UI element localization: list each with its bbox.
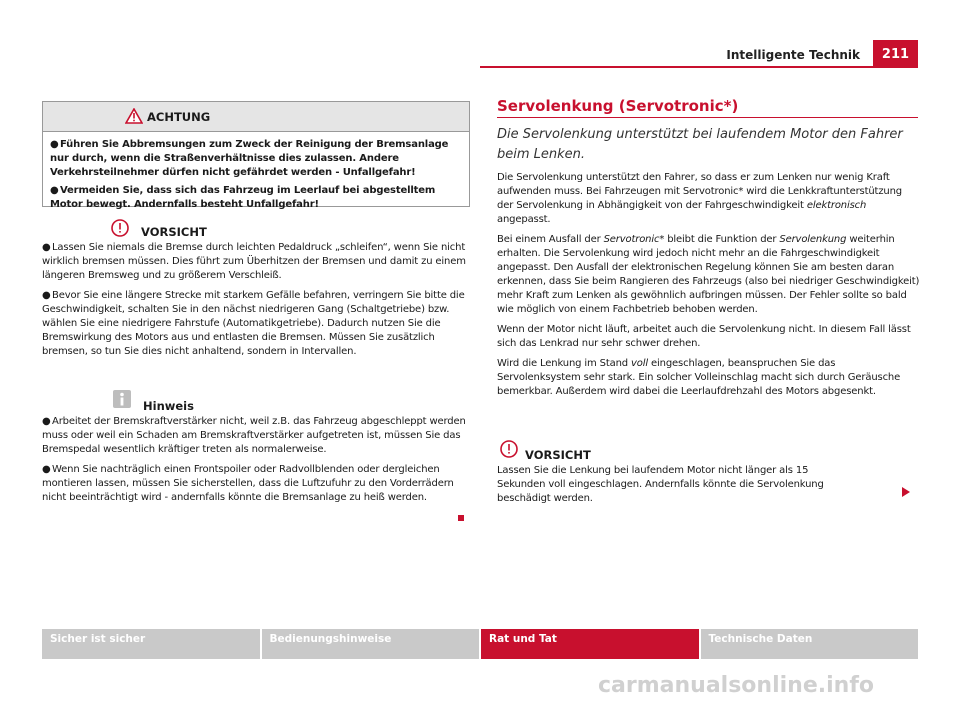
watermark: carmanualsonline.info bbox=[598, 673, 874, 698]
chapter-tab[interactable]: Technische Daten bbox=[701, 629, 919, 659]
section-end-mark bbox=[458, 515, 464, 521]
note-icon bbox=[112, 389, 132, 409]
paragraph: Bei einem Ausfall der Servotronic* bleibt die Funktion der Servolenkung weiterhin erhalten. Die Servolenkung wird jedoch nicht mehr an die Fahrgeschwindigkeit angepasst. Den Ausfall der elektronischen Regelung können Sie am besten daran erkennen, dass Sie beim Rangieren des Fahrzeugs (also bei niedriger Geschwindigkeit) mehr Kraft zum Lenken als gewöhnlich aufbringen müssen. Der Fehler sollte so bald wie möglich von einem Fachbetrieb behoben werden. bbox=[497, 234, 920, 315]
caution-item: ●Bevor Sie eine längere Strecke mit starkem Gefälle befahren, verringern Sie bitte die Geschwindigkeit, schalten Sie in den nächst niedrigeren Gang (Schaltgetriebe) bzw. wählen Sie eine niedrigere Fahrstufe (Automatikgetriebe). Dadurch nutzen Sie die Bremswirkung des Motors aus und entlasten die Bremsen. Müssen Sie zusätzlich bremsen, so tun Sie dies nicht anhaltend, sondern in Intervallen. bbox=[42, 290, 465, 357]
warning-item: ●Führen Sie Abbremsungen zum Zweck der Reinigung der Bremsanlage nur durch, wenn die Straßenverhältnisse dies zulassen. Andere Verkehrsteilnehmer dürfen nicht gefährdet werden - Unfallgefahr! bbox=[50, 139, 449, 178]
caution-body bbox=[497, 464, 857, 512]
right-body bbox=[497, 171, 921, 405]
warning-body bbox=[43, 132, 469, 212]
note-title: Hinweis bbox=[143, 399, 194, 413]
caution-item: ●Lassen Sie niemals die Bremse durch leichten Pedaldruck „schleifen“, wenn Sie nicht wirklich bremsen müssen. Dies führt zum Überhitzen der Bremsen und damit zu einem längeren Bremsweg und zu größerem Verschleiß. bbox=[42, 242, 466, 281]
chapter-tab[interactable]: Bedienungshinweise bbox=[262, 629, 480, 659]
paragraph: Wird die Lenkung im Stand voll eingeschlagen, beanspruchen Sie das Servolenksystem sehr stark. Ein solcher Volleinschlag macht sich durch Geräusche bemerkbar. Außerdem wird dabei die Leerlaufdrehzahl des Motors abgesenkt. bbox=[497, 358, 901, 397]
section-heading: Servolenkung (Servotronic*) bbox=[497, 97, 739, 115]
warning-triangle-icon bbox=[125, 108, 143, 124]
running-header: Intelligente Technik bbox=[726, 48, 860, 62]
warning-header bbox=[43, 102, 469, 132]
warning-box bbox=[42, 101, 470, 210]
chapter-tab[interactable]: Sicher ist sicher bbox=[42, 629, 260, 659]
note-item: ●Wenn Sie nachträglich einen Frontspoiler oder Radvollblenden oder dergleichen montieren lassen, müssen Sie sicherstellen, dass die Luftzufuhr zu den Vorderrädern nicht beeinträchtigt wird - andernfalls könnte die Bremsanlage zu heiß werden. bbox=[42, 464, 454, 503]
note-item: ●Arbeitet der Bremskraftverstärker nicht, weil z.B. das Fahrzeug abgeschleppt werden muss oder weil ein Schaden am Bremskraftverstärker aufgetreten ist, müssen Sie das Bremspedal wesentlich kräftiger treten als normalerweise. bbox=[42, 416, 466, 455]
header-rule bbox=[480, 66, 918, 68]
paragraph: Wenn der Motor nicht läuft, arbeitet auch die Servolenkung nicht. In diesem Fall lässt sich das Lenkrad nur sehr schwer drehen. bbox=[497, 324, 911, 349]
warning-item: ●Vermeiden Sie, dass sich das Fahrzeug im Leerlauf bei abgestelltem Motor bewegt. Andernfalls besteht Unfallgefahr! bbox=[50, 185, 436, 210]
paragraph: Die Servolenkung unterstützt den Fahrer, so dass er zum Lenken nur wenig Kraft aufwenden muss. Bei Fahrzeugen mit Servotronic* wird die Lenkkraftunterstützung der Servolenkung in Abhängigkeit von der Fahrgeschwindigkeit elektronisch angepasst. bbox=[497, 172, 903, 225]
caution-icon bbox=[111, 219, 129, 237]
footer-chapter-tabs bbox=[42, 629, 918, 659]
section-subheading: Die Servolenkung unterstützt bei laufendem Motor den Fahrer beim Lenken. bbox=[497, 127, 903, 162]
note-body bbox=[42, 415, 468, 511]
caution-icon bbox=[500, 440, 518, 458]
continue-arrow-icon bbox=[902, 487, 910, 497]
caution-title: VORSICHT bbox=[525, 448, 591, 462]
caution-text: Lassen Sie die Lenkung bei laufendem Motor nicht länger als 15 Sekunden voll eingeschlagen. Andernfalls könnte die Servolenkung beschädigt werden. bbox=[497, 465, 824, 504]
page-number: 211 bbox=[873, 40, 918, 68]
chapter-tab-active[interactable]: Rat und Tat bbox=[481, 629, 699, 659]
caution-title: VORSICHT bbox=[141, 225, 207, 239]
warning-title: ACHTUNG bbox=[147, 110, 211, 124]
section-rule bbox=[497, 117, 918, 118]
caution-body bbox=[42, 241, 468, 365]
